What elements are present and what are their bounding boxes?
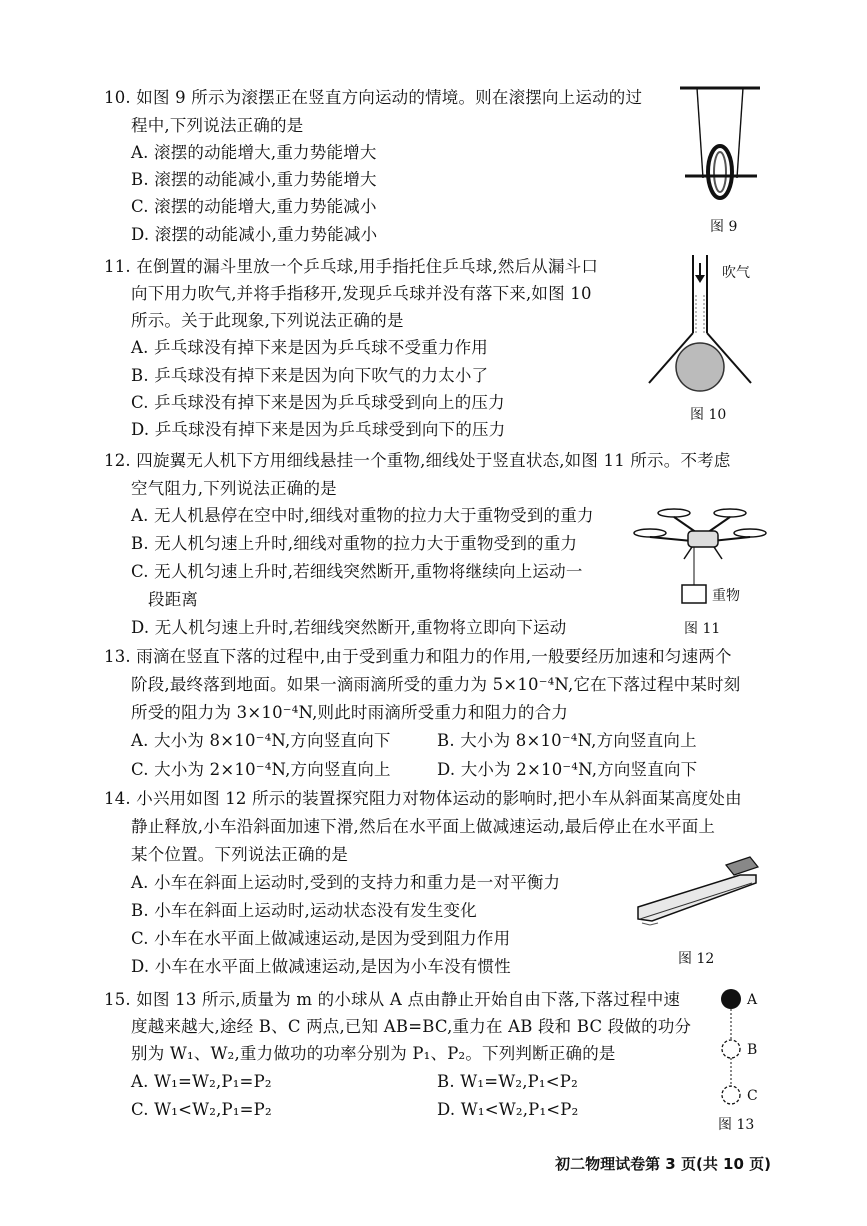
q14-stem-line3: 某个位置。下列说法正确的是	[131, 845, 349, 864]
point-a-label: A	[747, 992, 758, 1008]
q11-option-c: C. 乒乓球没有掉下来是因为乒乓球受到向上的压力	[131, 393, 505, 412]
page-footer: 初二物理试卷第 3 页(共 10 页)	[555, 1155, 771, 1173]
point-b-label: B	[747, 1042, 758, 1058]
q11-stem-line2: 向下用力吹气,并将手指移开,发现乒乓球并没有落下来,如图 10	[131, 284, 592, 303]
q15-stem-line1: 15. 如图 13 所示,质量为 m 的小球从 A 点由静止开始自由下落,下落过程中速	[104, 990, 681, 1009]
q15-option-b: B. W₁=W₂,P₁<P₂	[437, 1072, 578, 1091]
q15-stem-line2: 度越来越大,途经 B、C 两点,已知 AB=BC,重力在 AB 段和 BC 段做的功分	[131, 1017, 692, 1036]
q13-stem-line2: 阶段,最终落到地面。如果一滴雨滴所受的重力为 5×10⁻⁴N,它在下落过程中某时刻	[131, 675, 741, 694]
q10-option-b: B. 滚摆的动能减小,重力势能增大	[131, 170, 377, 189]
fig13-caption: 图 13	[718, 1117, 755, 1133]
q10-stem-line2: 程中,下列说法正确的是	[131, 116, 304, 135]
q15-stem-line3: 别为 W₁、W₂,重力做功的功率分别为 P₁、P₂。下列判断正确的是	[131, 1044, 616, 1063]
funnel-ball-figure	[645, 255, 770, 400]
q11-option-d: D. 乒乓球没有掉下来是因为乒乓球受到向下的压力	[131, 420, 506, 439]
q14-option-b: B. 小车在斜面上运动时,运动状态没有发生变化	[131, 901, 477, 920]
fig12-caption: 图 12	[678, 951, 715, 967]
q14-stem-line1: 14. 小兴用如图 12 所示的装置探究阻力对物体运动的影响时,把小车从斜面某高度处由	[104, 789, 742, 808]
q11-stem-line1: 11. 在倒置的漏斗里放一个乒乓球,用手指托住乒乓球,然后从漏斗口	[104, 257, 599, 276]
q14-stem-line2: 静止释放,小车沿斜面加速下滑,然后在水平面上做减速运动,最后停止在水平面上	[131, 817, 716, 836]
q11-option-b: B. 乒乓球没有掉下来是因为向下吹气的力太小了	[131, 366, 489, 385]
q10-option-d: D. 滚摆的动能减小,重力势能减小	[131, 225, 378, 244]
yo-yo-pendulum-figure	[675, 82, 765, 212]
q13-option-a: A. 大小为 8×10⁻⁴N,方向竖直向下	[131, 731, 391, 750]
q12-option-c-line2: 段距离	[148, 590, 199, 609]
q13-option-c: C. 大小为 2×10⁻⁴N,方向竖直向上	[131, 760, 391, 779]
q14-option-a: A. 小车在斜面上运动时,受到的支持力和重力是一对平衡力	[131, 873, 561, 892]
incline-cart-figure	[628, 845, 768, 935]
q13-stem-line1: 13. 雨滴在竖直下落的过程中,由于受到重力和阻力的作用,一般要经历加速和匀速两个	[104, 647, 732, 666]
q11-stem-line3: 所示。关于此现象,下列说法正确的是	[131, 311, 404, 330]
fig9-caption: 图 9	[710, 219, 738, 235]
drone-figure	[632, 505, 772, 610]
blow-label: 吹气	[722, 265, 750, 281]
q10-stem-line1: 10. 如图 9 所示为滚摆正在竖直方向运动的情境。则在滚摆向上运动的过	[104, 88, 643, 107]
q13-stem-line3: 所受的阻力为 3×10⁻⁴N,则此时雨滴所受重力和阻力的合力	[131, 703, 569, 722]
q10-option-c: C. 滚摆的动能增大,重力势能减小	[131, 197, 377, 216]
q15-option-d: D. W₁<W₂,P₁<P₂	[437, 1100, 579, 1119]
q10-option-a: A. 滚摆的动能增大,重力势能增大	[131, 143, 377, 162]
weight-label: 重物	[712, 588, 740, 604]
q15-option-c: C. W₁<W₂,P₁=P₂	[131, 1100, 272, 1119]
point-c-label: C	[747, 1088, 758, 1104]
q12-option-d: D. 无人机匀速上升时,若细线突然断开,重物将立即向下运动	[131, 618, 567, 637]
q14-option-c: C. 小车在水平面上做减速运动,是因为受到阻力作用	[131, 929, 511, 948]
q12-option-a: A. 无人机悬停在空中时,细线对重物的拉力大于重物受到的重力	[131, 506, 594, 525]
q15-option-a: A. W₁=W₂,P₁=P₂	[131, 1072, 272, 1091]
q12-option-b: B. 无人机匀速上升时,细线对重物的拉力大于重物受到的重力	[131, 534, 578, 553]
fig10-caption: 图 10	[690, 407, 727, 423]
q12-stem-line2: 空气阻力,下列说法正确的是	[131, 479, 337, 498]
q11-option-a: A. 乒乓球没有掉下来是因为乒乓球不受重力作用	[131, 338, 489, 357]
fig11-caption: 图 11	[684, 621, 721, 637]
q12-stem-line1: 12. 四旋翼无人机下方用细线悬挂一个重物,细线处于竖直状态,如图 11 所示。不考虑	[104, 451, 731, 470]
q12-option-c-line1: C. 无人机匀速上升时,若细线突然断开,重物将继续向上运动一	[131, 562, 583, 581]
q13-option-d: D. 大小为 2×10⁻⁴N,方向竖直向下	[437, 760, 698, 779]
q13-option-b: B. 大小为 8×10⁻⁴N,方向竖直向上	[437, 731, 697, 750]
q14-option-d: D. 小车在水平面上做减速运动,是因为小车没有惯性	[131, 957, 511, 976]
